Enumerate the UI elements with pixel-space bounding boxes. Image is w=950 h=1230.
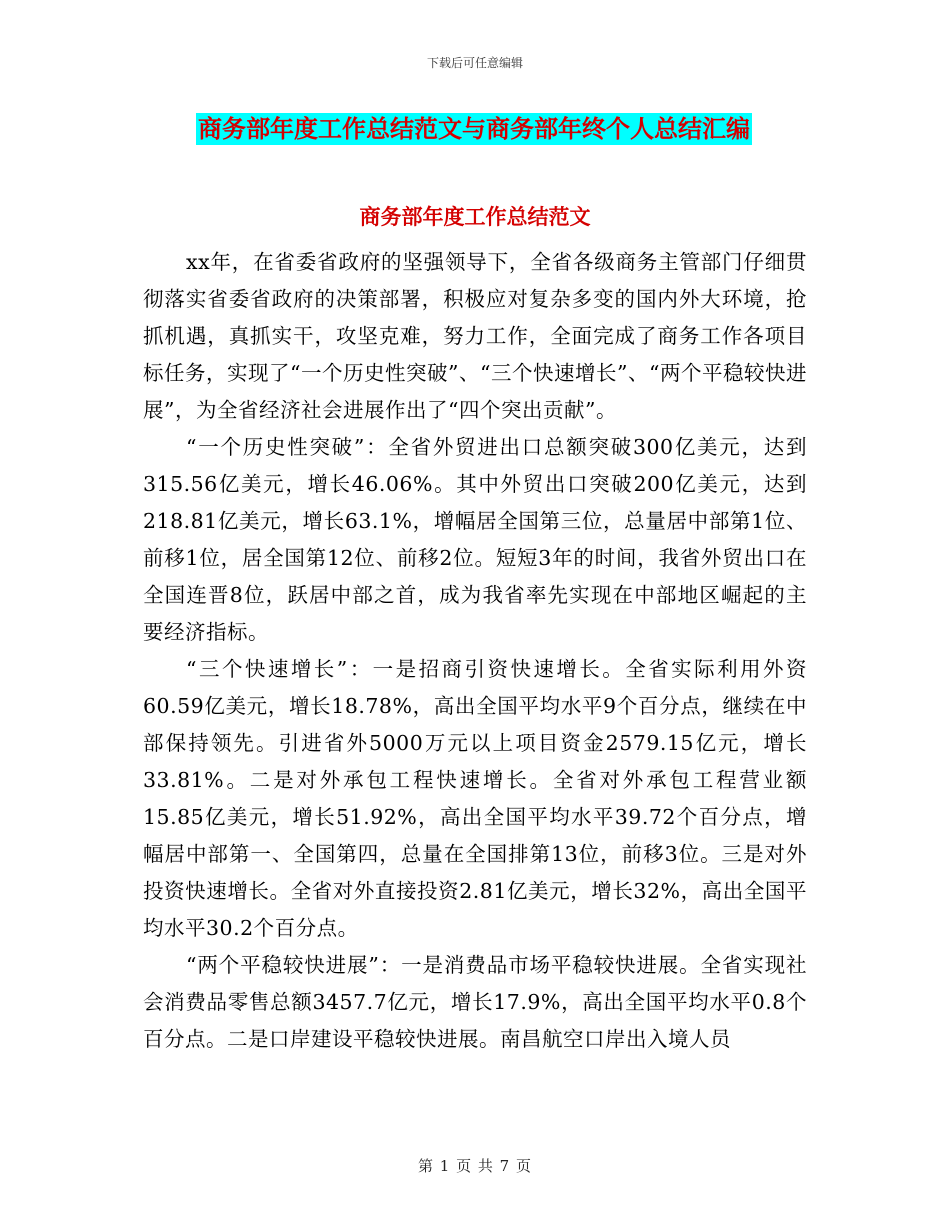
- document-title: 商务部年度工作总结范文与商务部年终个人总结汇编: [198, 115, 750, 143]
- paragraph-historic-breakthrough: “一个历史性突破”：全省外贸进出口总额突破300亿美元，达到315.56亿美元，增长46.06%。其中外贸出口突破200亿美元，达到218.81亿美元，增长63.1%，增幅居全国第三位，总量居中部第1位、前移1位，居全国第12位、前移2位。短短3年的时间，我省外贸出口在全国连晋8位，跃居中部之首，成为我省率先实现在中部地区崛起的主要经济指标。: [143, 435, 807, 644]
- document-subtitle: 商务部年度工作总结范文: [359, 205, 591, 229]
- header-note: 下载后可任意编辑: [426, 56, 523, 70]
- document-body: [143, 244, 807, 1058]
- paragraph-two-steady-developments: “两个平稳较快进展”：一是消费品市场平稳较快进展。全省实现社会消费品零售总额3457.7亿元，增长17.9%，高出全国平均水平0.8个百分点。二是口岸建设平稳较快进展。南昌航空口岸出入境人员: [143, 953, 807, 1051]
- paragraph-three-rapid-growths: “三个快速增长”：一是招商引资快速增长。全省实际利用外资60.59亿美元，增长18.78%，高出全国平均水平9个百分点，继续在中部保持领先。引进省外5000万元以上项目资金2579.15亿元，增长33.81%。二是对外承包工程快速增长。全省对外承包工程营业额15.85亿美元，增长51.92%，高出全国平均水平39.72个百分点，增幅居中部第一、全国第四，总量在全国排第13位，前移3位。三是对外投资快速增长。全省对外直接投资2.81亿美元，增长32%，高出全国平均水平30.2个百分点。: [143, 657, 807, 940]
- page-indicator: 第 1 页 共 7 页: [418, 1157, 532, 1175]
- paragraph-intro: xx年，在省委省政府的坚强领导下，全省各级商务主管部门仔细贯彻落实省委省政府的决策部署，积极应对复杂多变的国内外大环境，抢抓机遇，真抓实干，攻坚克难，努力工作，全面完成了商务工作各项目标任务，实现了“一个历史性突破”、“三个快速增长”、“两个平稳较快进展”，为全省经济社会进展作出了“四个突出贡献”。: [143, 250, 807, 422]
